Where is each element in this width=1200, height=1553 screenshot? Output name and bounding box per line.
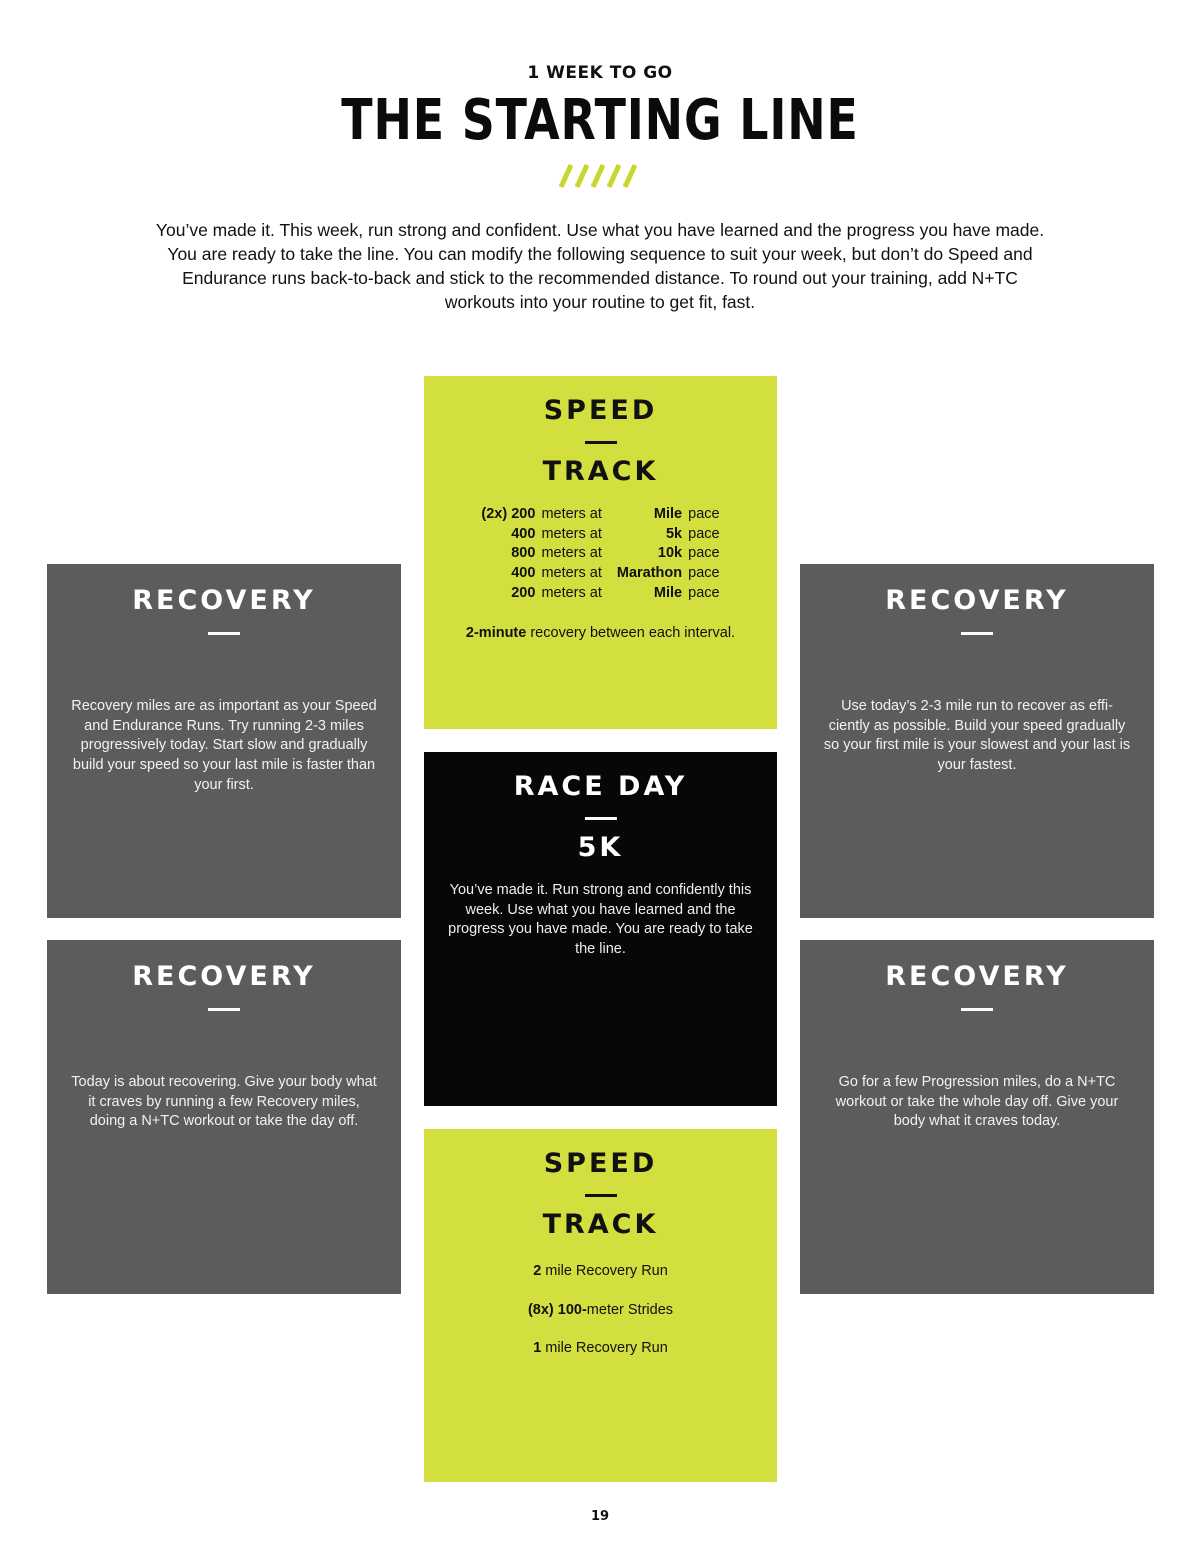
workout-item bbox=[424, 1301, 777, 1321]
interval-pace: Marathon bbox=[616, 565, 683, 582]
interval-pace-word: pace bbox=[688, 506, 720, 522]
race-day-card bbox=[424, 752, 777, 1106]
interval-note bbox=[424, 624, 777, 644]
interval-distance: 800 bbox=[511, 545, 536, 562]
card-heading: SPEED bbox=[543, 1148, 658, 1179]
interval-pace-word: pace bbox=[688, 565, 720, 582]
card-divider bbox=[961, 632, 993, 635]
interval-row bbox=[478, 505, 722, 525]
interval-distance: 400 bbox=[511, 525, 536, 542]
card-divider bbox=[208, 1008, 240, 1011]
card-subheading: 5K bbox=[577, 832, 624, 863]
interval-row bbox=[478, 525, 722, 545]
interval-unit: meters at bbox=[541, 565, 602, 582]
card-body: Recovery miles are as important as your Speed and Endurance Runs. Try running 2-3 miles progressively today. Start slow and gradually build your speed so your last mile is faster than your first. bbox=[71, 698, 377, 793]
interval-note-text: recovery between each interval. bbox=[526, 624, 736, 641]
page-title: THE STARTING LINE bbox=[341, 88, 859, 153]
interval-pace: 5k bbox=[665, 525, 683, 542]
workout-item-text: mile Recovery Run bbox=[541, 1263, 668, 1279]
interval-distance: 200 bbox=[511, 584, 536, 601]
card-body: You’ve made it. Run strong and confidently this week. Use what you have learned and the progress you have made. You are ready to take the line. bbox=[448, 882, 753, 958]
interval-pace-word: pace bbox=[688, 525, 720, 542]
workout-item-bold: 2 bbox=[533, 1263, 542, 1279]
card-heading: RECOVERY bbox=[885, 585, 1069, 616]
card-body: Go for a few Progression miles, do a N+TC workout or take the whole day off. Give your body what it craves today. bbox=[835, 1074, 1119, 1130]
card-divider bbox=[961, 1008, 993, 1011]
card-divider bbox=[585, 817, 617, 820]
intro-paragraph: You’ve made it. This week, run strong and confident. Use what you have learned and the progress you have made. You are ready to take the line. You can modify the following sequence to suit your week, but don’t do Speed and Endurance runs back-to-back and stick to the recommended distance. To round out your training, add N+TC workouts into your routine to get fit, fast. bbox=[155, 220, 1045, 312]
interval-reps: (2x) bbox=[481, 506, 508, 522]
interval-row bbox=[478, 544, 722, 564]
interval-unit: meters at bbox=[541, 506, 602, 522]
card-divider bbox=[585, 441, 617, 444]
card-heading: RECOVERY bbox=[132, 961, 316, 992]
card-body: Use today’s 2-3 mile run to recover as effi-ciently as possible. Build your speed gradually so your first mile is your slowest and your last is your fastest. bbox=[823, 698, 1131, 774]
workout-item bbox=[424, 1339, 777, 1359]
recovery-card-bottom-right bbox=[800, 940, 1154, 1294]
workout-item-text: mile Recovery Run bbox=[541, 1340, 668, 1357]
interval-unit: meters at bbox=[541, 525, 602, 542]
speed-track-card-1 bbox=[424, 376, 777, 729]
interval-unit: meters at bbox=[541, 584, 602, 601]
interval-unit: meters at bbox=[541, 545, 602, 562]
recovery-card-bottom-left bbox=[47, 940, 401, 1294]
interval-distance: 200 bbox=[511, 506, 536, 522]
interval-note-bold: 2-minute bbox=[465, 624, 527, 641]
interval-pace: Mile bbox=[653, 506, 683, 522]
speed-track-card-2 bbox=[424, 1129, 777, 1482]
workout-item-bold: 1 bbox=[533, 1340, 542, 1357]
card-heading: RECOVERY bbox=[132, 585, 316, 616]
card-heading: RACE DAY bbox=[513, 771, 688, 802]
interval-pace-word: pace bbox=[688, 545, 720, 562]
card-divider bbox=[208, 632, 240, 635]
card-subheading: TRACK bbox=[542, 1209, 659, 1240]
interval-pace-word: pace bbox=[688, 584, 720, 601]
interval-row bbox=[478, 564, 722, 584]
recovery-card-top-right bbox=[800, 564, 1154, 918]
interval-row bbox=[478, 584, 722, 604]
interval-table bbox=[478, 505, 722, 604]
interval-distance: 400 bbox=[511, 565, 536, 582]
section-kicker: 1 WEEK TO GO bbox=[527, 63, 673, 83]
interval-pace: 10k bbox=[657, 545, 683, 562]
slash-divider-icon bbox=[555, 162, 645, 190]
workout-item-bold: (8x) 100- bbox=[527, 1301, 587, 1318]
recovery-card-top-left bbox=[47, 564, 401, 918]
workout-item-text: meter Strides bbox=[586, 1301, 674, 1318]
card-body: Today is about recovering. Give your body what it craves by running a few Recovery miles, doing a N+TC workout or take the day off. bbox=[71, 1074, 377, 1130]
card-heading: RECOVERY bbox=[885, 961, 1069, 992]
workout-item bbox=[424, 1262, 777, 1282]
interval-pace: Mile bbox=[653, 584, 683, 601]
card-heading: SPEED bbox=[543, 395, 658, 426]
page-number: 19 bbox=[590, 1509, 610, 1524]
card-subheading: TRACK bbox=[542, 456, 659, 487]
card-divider bbox=[585, 1194, 617, 1197]
